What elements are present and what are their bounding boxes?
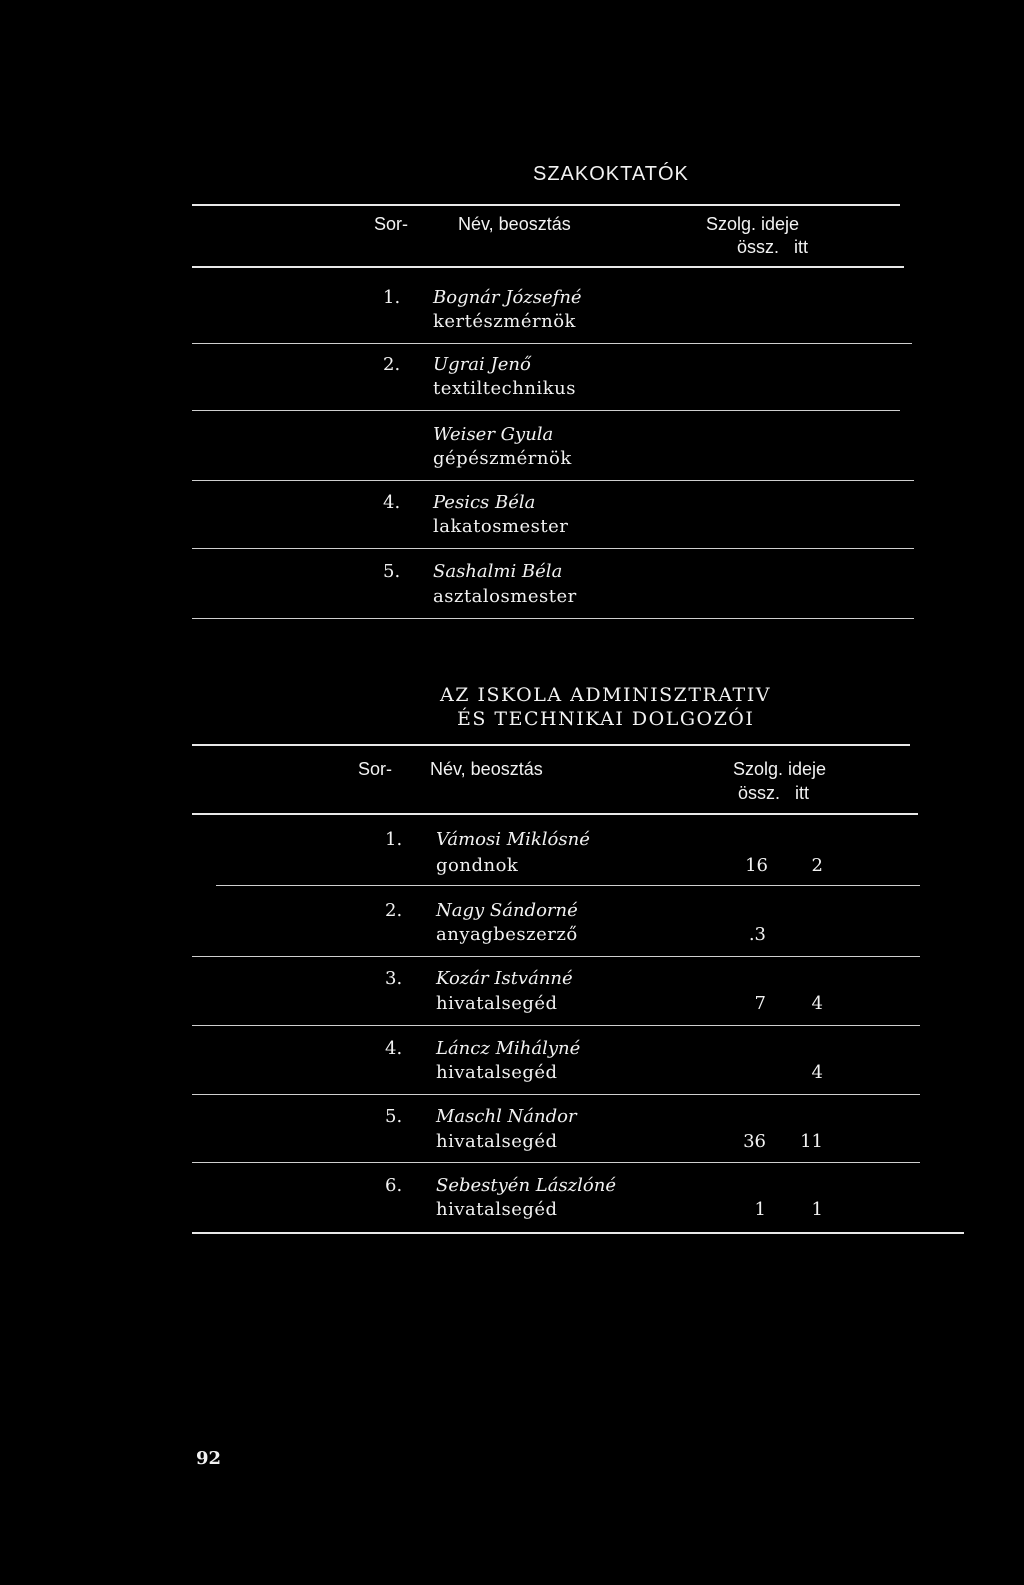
row-number: 6. [385,1175,403,1196]
service-total: .3 [748,924,766,945]
table-bottom-rule [192,1232,964,1234]
header-service-subcols: össz. itt [737,237,809,257]
header-service-subcols: össz. itt [738,783,810,803]
row-divider [192,480,914,481]
service-total: 36 [743,1131,766,1152]
person-name: Maschl Nándor [436,1106,577,1127]
person-name: Kozár Istvánné [436,968,573,989]
person-role: hivatalsegéd [436,1199,558,1220]
person-name: Sashalmi Béla [433,561,563,582]
person-role: gépészmérnök [433,448,572,469]
header-bottom-rule [192,266,904,268]
header-service-time: Szolg. ideje [706,214,800,234]
person-role: hivatalsegéd [436,1131,558,1152]
person-role: hivatalsegéd [436,993,558,1014]
header-bottom-rule [192,813,918,815]
row-number: 1. [385,829,403,850]
row-divider [192,1094,920,1095]
header-name-position: Név, beosztás [458,214,571,234]
section-title-line1: AZ ISKOLA ADMINISZTRATIV [440,684,771,706]
page-number: 92 [196,1448,222,1469]
service-total: 1 [754,1199,766,1220]
service-here: 4 [811,1062,823,1083]
row-divider [192,956,920,957]
service-here: 11 [800,1131,823,1152]
row-number: 2. [383,354,401,375]
person-name: Láncz Mihályné [436,1038,581,1059]
row-divider [192,1025,920,1026]
row-number: 2. [385,900,403,921]
person-name: Weiser Gyula [433,424,554,445]
row-divider [192,410,900,411]
row-divider [192,548,914,549]
header-row-number: Sor- [374,214,409,234]
row-divider [216,885,920,886]
row-divider [192,343,912,344]
header-name-position: Név, beosztás [430,759,543,779]
person-name: Vámosi Miklósné [436,829,590,850]
person-role: anyagbeszerző [436,924,578,945]
row-number: 4. [383,492,401,513]
person-name: Nagy Sándorné [436,900,578,921]
row-number: 1. [383,287,401,308]
section-title-szakoktatok: SZAKOKTATÓK [533,163,689,185]
header-service-time: Szolg. ideje [733,759,827,779]
person-role: lakatosmester [433,516,569,537]
person-name: Pesics Béla [433,492,536,513]
row-number: 5. [385,1106,403,1127]
service-here: 2 [811,855,823,876]
row-number: 5. [383,561,401,582]
person-name: Ugrai Jenő [433,354,531,375]
table-top-rule [192,744,910,746]
row-number: 3. [385,968,403,989]
header-row-number: Sor- [358,759,393,779]
person-name: Bognár Józsefné [433,287,582,308]
table-bottom-rule [192,618,914,619]
service-here: 4 [811,993,823,1014]
table-top-rule [192,204,900,206]
person-name: Sebestyén Lászlóné [436,1175,617,1196]
person-role: asztalosmester [433,586,577,607]
person-role: gondnok [436,855,519,876]
section-title-line2: ÉS TECHNIKAI DOLGOZÓI [457,708,755,730]
service-here: 1 [811,1199,823,1220]
service-total: 16 [745,855,768,876]
person-role: kertészmérnök [433,311,576,332]
person-role: hivatalsegéd [436,1062,558,1083]
person-role: textiltechnikus [433,378,576,399]
service-total: 7 [754,993,766,1014]
row-divider [192,1162,920,1163]
row-number: 4. [385,1038,403,1059]
